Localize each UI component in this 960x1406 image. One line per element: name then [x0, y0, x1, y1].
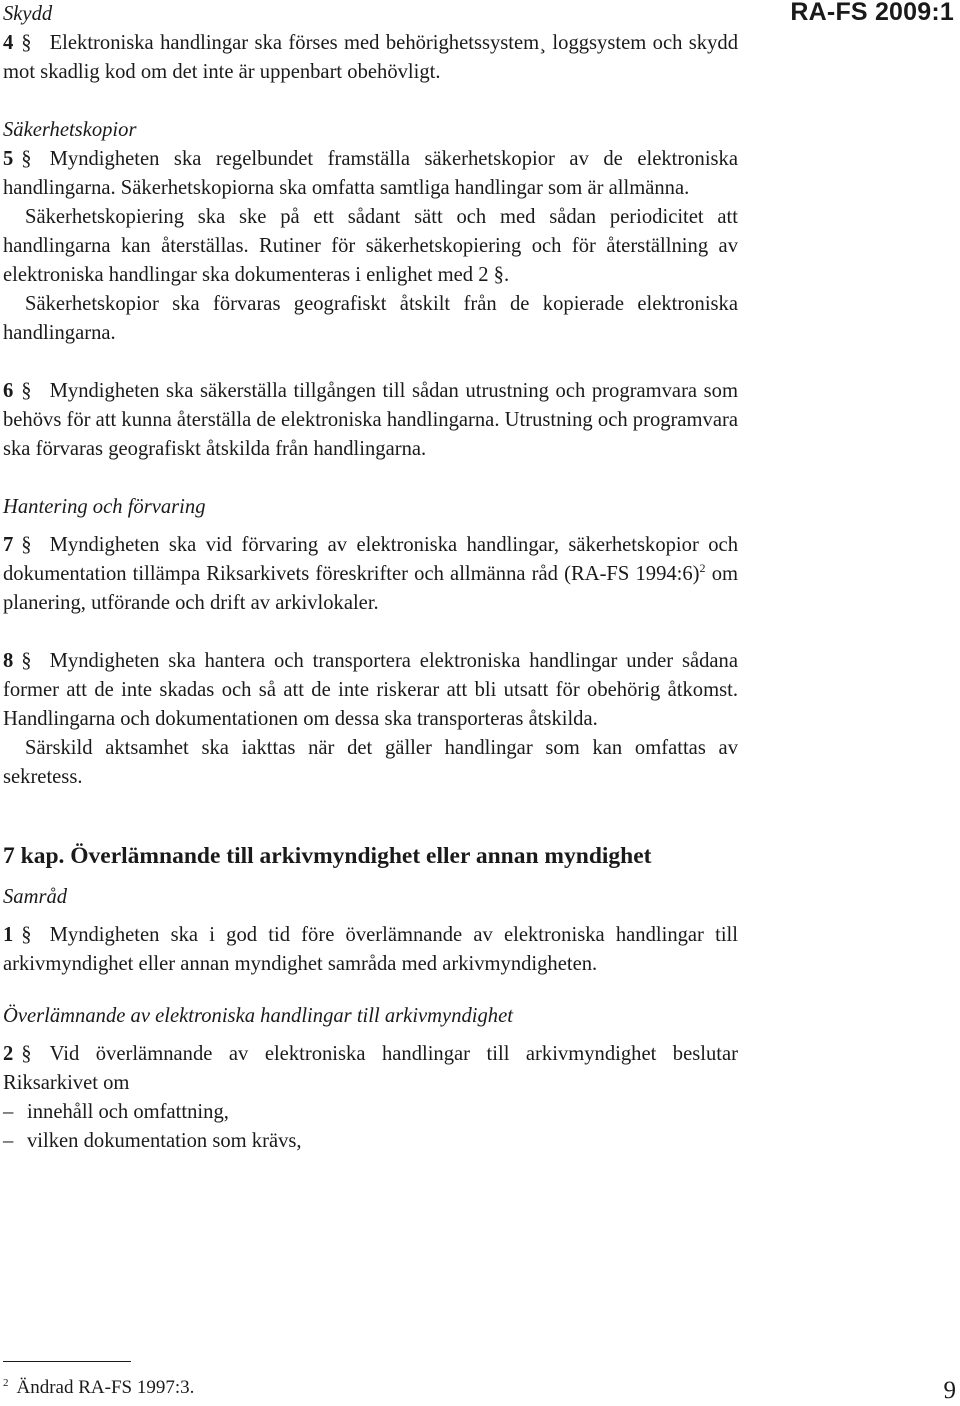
section-heading-overlamnande: Överlämnande av elektroniska handlingar till arkivmyndighet — [3, 1005, 513, 1027]
footnote — [3, 1375, 194, 1401]
paragraph-5-continuation-2: Säkerhetskopior ska förvaras geografiskt åtskilt från de kopierade elektroniska handlingarna. — [3, 293, 738, 344]
paragraph-5-continuation-1: Säkerhetskopiering ska ske på ett sådant sätt och med sådan periodicitet att handlingarna kan återställas. Rutiner för säkerhetskopiering och för återställning av elektroniska handlingar ska dokumenteras i enlighet med 2 §. — [3, 206, 738, 286]
paragraph-text: Elektroniska handlingar ska förses med behörighetssystem¸ loggsystem och skydd mot skadlig kod om det inte är uppenbart obehövligt. — [3, 32, 738, 83]
chapter-heading: 7 kap. Överlämnande till arkivmyndighet eller annan myndighet — [3, 843, 652, 869]
paragraph-text: Vid överlämnande av elektroniska handlingar till arkivmyndighet beslutar Riksarkivet om — [3, 1043, 738, 1094]
list-item-text: innehåll och omfattning, — [27, 1101, 229, 1123]
section-heading-hantering: Hantering och förvaring — [3, 496, 206, 518]
paragraph-number: 8 — [3, 650, 14, 672]
paragraph-number: 6 — [3, 380, 14, 402]
section-sign: § — [21, 650, 32, 672]
section-sign: § — [21, 148, 32, 170]
section-sign: § — [21, 924, 32, 946]
footnote-text: Ändrad RA-FS 1997:3. — [16, 1377, 195, 1398]
page-number: 9 — [943, 1377, 956, 1404]
list-item-text: vilken dokumentation som krävs, — [27, 1130, 302, 1152]
running-head: RA-FS 2009:1 — [790, 0, 954, 26]
paragraph-number: 2 — [3, 1043, 14, 1065]
section-sign: § — [21, 380, 32, 402]
paragraph-number: 1 — [3, 924, 14, 946]
paragraph-8-continuation: Särskild aktsamhet ska iakttas när det gäller handlingar som kan omfattas av sekretess. — [3, 737, 738, 788]
paragraph-text: Myndigheten ska vid förvaring av elektroniska handlingar, säkerhetskopior och dokumentation tillämpa Riksarkivets föreskrifter och allmänna råd (RA-FS 1994:6) — [3, 534, 738, 585]
list-item — [3, 1098, 738, 1127]
paragraph-number: 4 — [3, 32, 14, 54]
dash-bullet: – — [3, 1101, 14, 1123]
paragraph-text: Myndigheten ska i god tid före överlämnande av elektroniska handlingar till arkivmyndighet eller annan myndighet samråda med arkivmyndigheten. — [3, 924, 738, 975]
section-heading-samrad: Samråd — [3, 886, 68, 908]
dash-bullet: – — [3, 1130, 14, 1152]
paragraph-text-continued: om planering, utförande och drift av arkivlokaler. — [3, 563, 739, 614]
section-heading-skydd: Skydd — [3, 3, 53, 25]
dash-list — [3, 1098, 738, 1156]
list-item — [3, 1127, 738, 1156]
document-body — [3, 0, 738, 1156]
paragraph-number: 5 — [3, 148, 14, 170]
paragraph-7 — [3, 531, 738, 618]
paragraph-2 — [3, 1040, 738, 1098]
footnote-marker: 2 — [3, 1377, 9, 1389]
footnote-divider — [3, 1361, 131, 1362]
paragraph-8 — [3, 647, 738, 734]
section-sign: § — [21, 1043, 32, 1065]
section-heading-sakerhetskopior: Säkerhetskopior — [3, 119, 137, 141]
section-sign: § — [21, 32, 32, 54]
paragraph-5 — [3, 145, 738, 203]
paragraph-text: Myndigheten ska regelbundet framställa säkerhetskopior av de elektroniska handlingarna. Säkerhetskopiorna ska omfatta samtliga handlingar som är allmänna. — [3, 148, 738, 199]
section-sign: § — [21, 534, 32, 556]
paragraph-4 — [3, 29, 738, 87]
paragraph-1 — [3, 921, 738, 979]
paragraph-6 — [3, 377, 738, 464]
paragraph-text: Myndigheten ska säkerställa tillgången till sådan utrustning och programvara som behövs för att kunna återställa de elektroniska handlingarna. Utrustning och programvara ska förvaras geografiskt åtskilda från handlingarna. — [3, 380, 738, 460]
paragraph-number: 7 — [3, 534, 14, 556]
footnote-reference[interactable]: 2 — [699, 561, 706, 575]
paragraph-text: Myndigheten ska hantera och transportera elektroniska handlingar under sådana former att de inte skadas och så att de inte riskerar att bli utsatt för obehörig åtkomst. Handlingarna och dokumentationen om dessa ska transporteras åtskilda. — [3, 650, 738, 730]
